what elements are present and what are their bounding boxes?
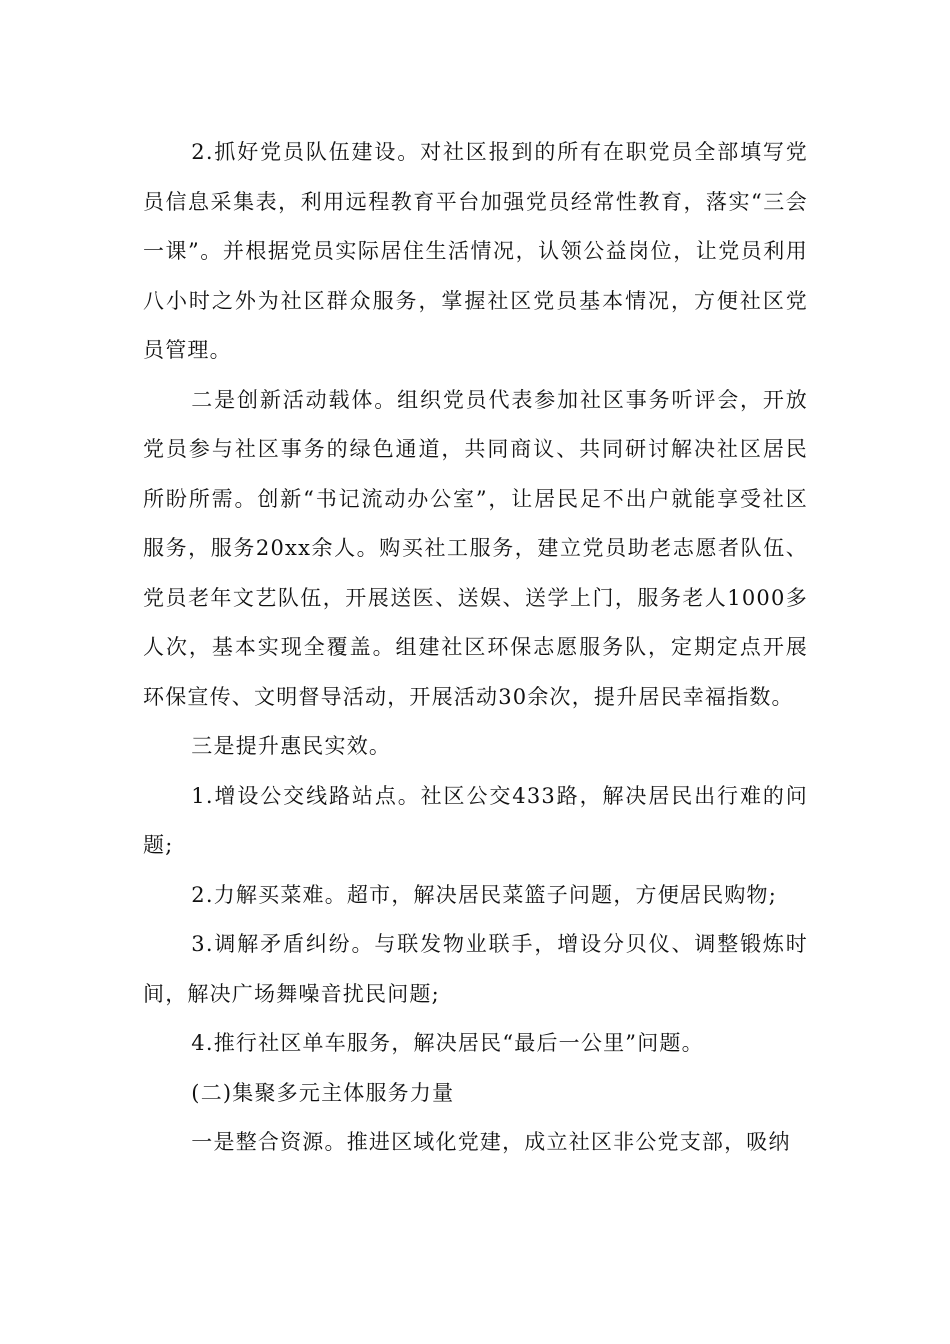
- paragraph-benefit-heading: 三是提升惠民实效。: [191, 734, 392, 758]
- paragraph-integrate-resources: 一是整合资源。推进区域化党建，成立社区非公党支部，吸纳: [191, 1130, 791, 1154]
- paragraph-party-team-building: 2.抓好党员队伍建设。对社区报到的所有在职党员全部填写党员信息采集表，利用远程教育平台加强党员经常性教育，落实“三会一课”。并根据党员实际居住生活情况，认领公益岗位，让党员利用八小时之外为社区群众服务，掌握社区党员基本情况，方便社区党员管理。: [143, 140, 808, 362]
- document-body: [143, 128, 808, 1168]
- paragraph-bike-service: 4.推行社区单车服务，解决居民“最后一公里”问题。: [191, 1031, 704, 1055]
- paragraph-innovate-activities: 二是创新活动载体。组织党员代表参加社区事务听评会，开放党员参与社区事务的绿色通道，共同商议、共同研讨解决社区居民所盼所需。创新“书记流动办公室”，让居民足不出户就能享受社区服务，服务20xx余人。购买社工服务，建立党员助老志愿者队伍、党员老年文艺队伍，开展送医、送娱、送学上门，服务老人1000多人次，基本实现全覆盖。组建社区环保志愿服务队，定期定点开展环保宣传、文明督导活动，开展活动30余次，提升居民幸福指数。: [143, 387, 808, 709]
- paragraph-bus-route: 1.增设公交线路站点。社区公交433路，解决居民出行难的问题;: [143, 783, 808, 857]
- section-heading-service-forces: (二)集聚多元主体服务力量: [191, 1080, 455, 1105]
- paragraph-grocery: 2.力解买菜难。超市，解决居民菜篮子问题，方便居民购物;: [191, 882, 778, 907]
- paragraph-dispute-mediation: 3.调解矛盾纠纷。与联发物业联手，增设分贝仪、调整锻炼时间，解决广场舞噪音扰民问题;: [143, 932, 808, 1006]
